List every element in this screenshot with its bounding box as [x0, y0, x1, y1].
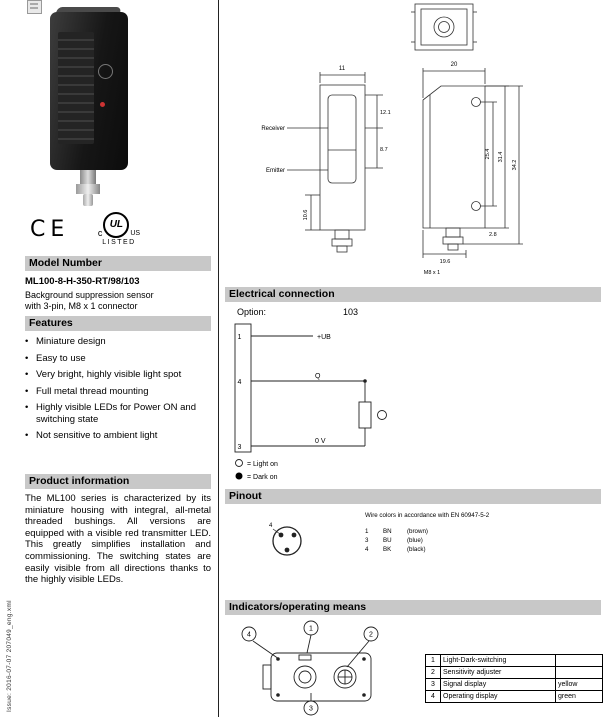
- wire-row-code: BU: [383, 537, 392, 544]
- emitter-label: Emitter: [265, 168, 285, 174]
- pin1-label: +UB: [317, 334, 331, 341]
- bullet-icon: •: [25, 352, 29, 364]
- side-total-dim-label: 34.2: [512, 159, 518, 171]
- receiver-label: Receiver: [261, 126, 285, 132]
- pin4-number: 4: [237, 379, 242, 386]
- model-description-line1: Background suppression sensor: [25, 290, 154, 300]
- photo-connector-tip: [83, 194, 93, 206]
- feature-text: Easy to use: [36, 352, 86, 364]
- front-view-drawing: [287, 72, 383, 252]
- thread-label: M8 x 1: [423, 270, 441, 276]
- ul-us-label: US: [130, 230, 141, 237]
- option-label: Option:: [237, 307, 267, 317]
- front-width-dim-label: 11: [338, 66, 346, 72]
- model-description-line2: with 3-pin, M8 x 1 connector: [25, 301, 138, 311]
- side-body-dim-label: 31.4: [498, 151, 504, 163]
- indicators-table: [425, 654, 603, 703]
- light-on-label: = Light on: [247, 461, 278, 468]
- model-number: ML100-8-H-350-RT/98/103: [25, 276, 140, 287]
- bullet-icon: •: [25, 385, 29, 397]
- electrical-connection-header: Electrical connection: [225, 287, 601, 302]
- indicator-value: yellow: [556, 679, 603, 691]
- pin3-number: 3: [237, 444, 242, 451]
- indicator-number: 3: [426, 679, 441, 691]
- dark-on-icon: [236, 473, 243, 480]
- indicators-header: Indicators/operating means: [225, 600, 601, 615]
- feature-text: Miniature design: [36, 336, 106, 347]
- wire-row-pin: 3: [365, 537, 369, 544]
- dark-on-label: = Dark on: [247, 474, 278, 481]
- feature-text: Full metal thread mounting: [36, 385, 149, 397]
- side-depth-dim-label: 19.6: [439, 259, 451, 265]
- column-divider: [218, 0, 219, 717]
- pinout-diagram: [225, 505, 605, 590]
- table-row: [426, 679, 603, 691]
- bullet-icon: •: [25, 402, 29, 413]
- table-row: [426, 655, 603, 667]
- ul-c-label: c: [97, 228, 103, 238]
- dimension-drawings: [225, 0, 605, 285]
- front-lower-dim-label: 8.7: [380, 147, 388, 153]
- photo-led-icon: [100, 102, 105, 107]
- side-holes-dim-label: 25.4: [485, 148, 491, 160]
- side-offset-dim-label: 2.8: [489, 232, 497, 238]
- pinout-pin4-label: 4: [269, 523, 273, 529]
- option-value: 103: [343, 307, 359, 317]
- indicator-label: Signal display: [441, 679, 556, 691]
- callout-4-number: 4: [247, 631, 251, 639]
- feature-item: [25, 402, 211, 425]
- issue-side-text: Issue: 2016-07-07 207049_eng.xml: [6, 600, 13, 712]
- ce-mark-icon: CE: [30, 217, 70, 242]
- ul-listed-label: LISTED: [102, 239, 136, 246]
- indicator-value: [556, 655, 603, 667]
- top-view-drawing: [411, 4, 477, 50]
- bullet-icon: •: [25, 430, 29, 441]
- features-list: [25, 336, 211, 447]
- wire-row-pin: 1: [365, 528, 369, 535]
- indicators-diagram: [233, 617, 418, 717]
- ul-circle-icon: UL: [103, 212, 129, 238]
- photo-ul-logo-icon: [98, 64, 113, 79]
- feature-item: [25, 336, 211, 348]
- feature-text: Highly visible LEDs for Power ON and switching state: [36, 402, 196, 425]
- wire-row-code: BN: [383, 528, 392, 535]
- wire-colors-note: Wire colors in accordance with EN 60947-5-2: [365, 512, 490, 519]
- photo-connector-nut: [76, 184, 100, 194]
- side-width-dim-label: 20: [450, 62, 458, 68]
- pinout-header: Pinout: [225, 489, 601, 504]
- product-photo: [36, 6, 148, 214]
- pin1-number: 1: [237, 334, 242, 341]
- callout-1-number: 1: [309, 625, 313, 633]
- indicator-label: Light-Dark-switching: [441, 655, 556, 667]
- wire-row-pin: 4: [365, 546, 369, 553]
- indicator-value: green: [556, 691, 603, 703]
- front-bottom-dim-label: 10.6: [303, 209, 309, 221]
- pin4-label: Q: [315, 373, 321, 380]
- indicator-label: Operating display: [441, 691, 556, 703]
- feature-item: [25, 369, 211, 381]
- wire-row-color: (blue): [407, 537, 423, 544]
- callout-3-number: 3: [309, 705, 313, 713]
- pin3-label: 0 V: [315, 438, 326, 445]
- photo-connector: [80, 170, 96, 184]
- table-row: [426, 667, 603, 679]
- feature-item: [25, 430, 211, 442]
- wire-row-color: (brown): [407, 528, 428, 535]
- product-information-header: Product information: [25, 474, 211, 489]
- wire-row-color: (black): [407, 546, 426, 553]
- bullet-icon: •: [25, 369, 29, 380]
- indicator-number: 4: [426, 691, 441, 703]
- feature-item: [25, 386, 211, 398]
- feature-item: [25, 353, 211, 365]
- features-header: Features: [25, 316, 211, 331]
- side-view-drawing: [423, 68, 523, 258]
- ul-mark: [88, 212, 150, 246]
- circuit-diagram: [225, 318, 605, 488]
- indicator-number: 1: [426, 655, 441, 667]
- feature-text: Very bright, highly visible light spot: [36, 369, 182, 380]
- bullet-icon: •: [25, 336, 29, 347]
- front-upper-dim-label: 12.1: [380, 110, 391, 116]
- model-number-header: Model Number: [25, 256, 211, 271]
- indicator-value: [556, 667, 603, 679]
- feature-text: Not sensitive to ambient light: [36, 430, 158, 441]
- light-on-icon: [236, 460, 243, 467]
- table-row: [426, 691, 603, 703]
- callout-2-number: 2: [369, 631, 373, 639]
- product-information-text: The ML100 series is characterized by its miniature housing with integral, all-metal threaded bushings. All versions are equipped with a visible red transmitter LED. This greatly simplifies installation and commissioning. The switching states are easily visible from all directions thanks to the highly visible LEDs.: [25, 493, 211, 586]
- indicator-label: Sensitivity adjuster: [441, 667, 556, 679]
- indicator-number: 2: [426, 667, 441, 679]
- wire-row-code: BK: [383, 546, 392, 553]
- photo-label-area: [58, 32, 94, 144]
